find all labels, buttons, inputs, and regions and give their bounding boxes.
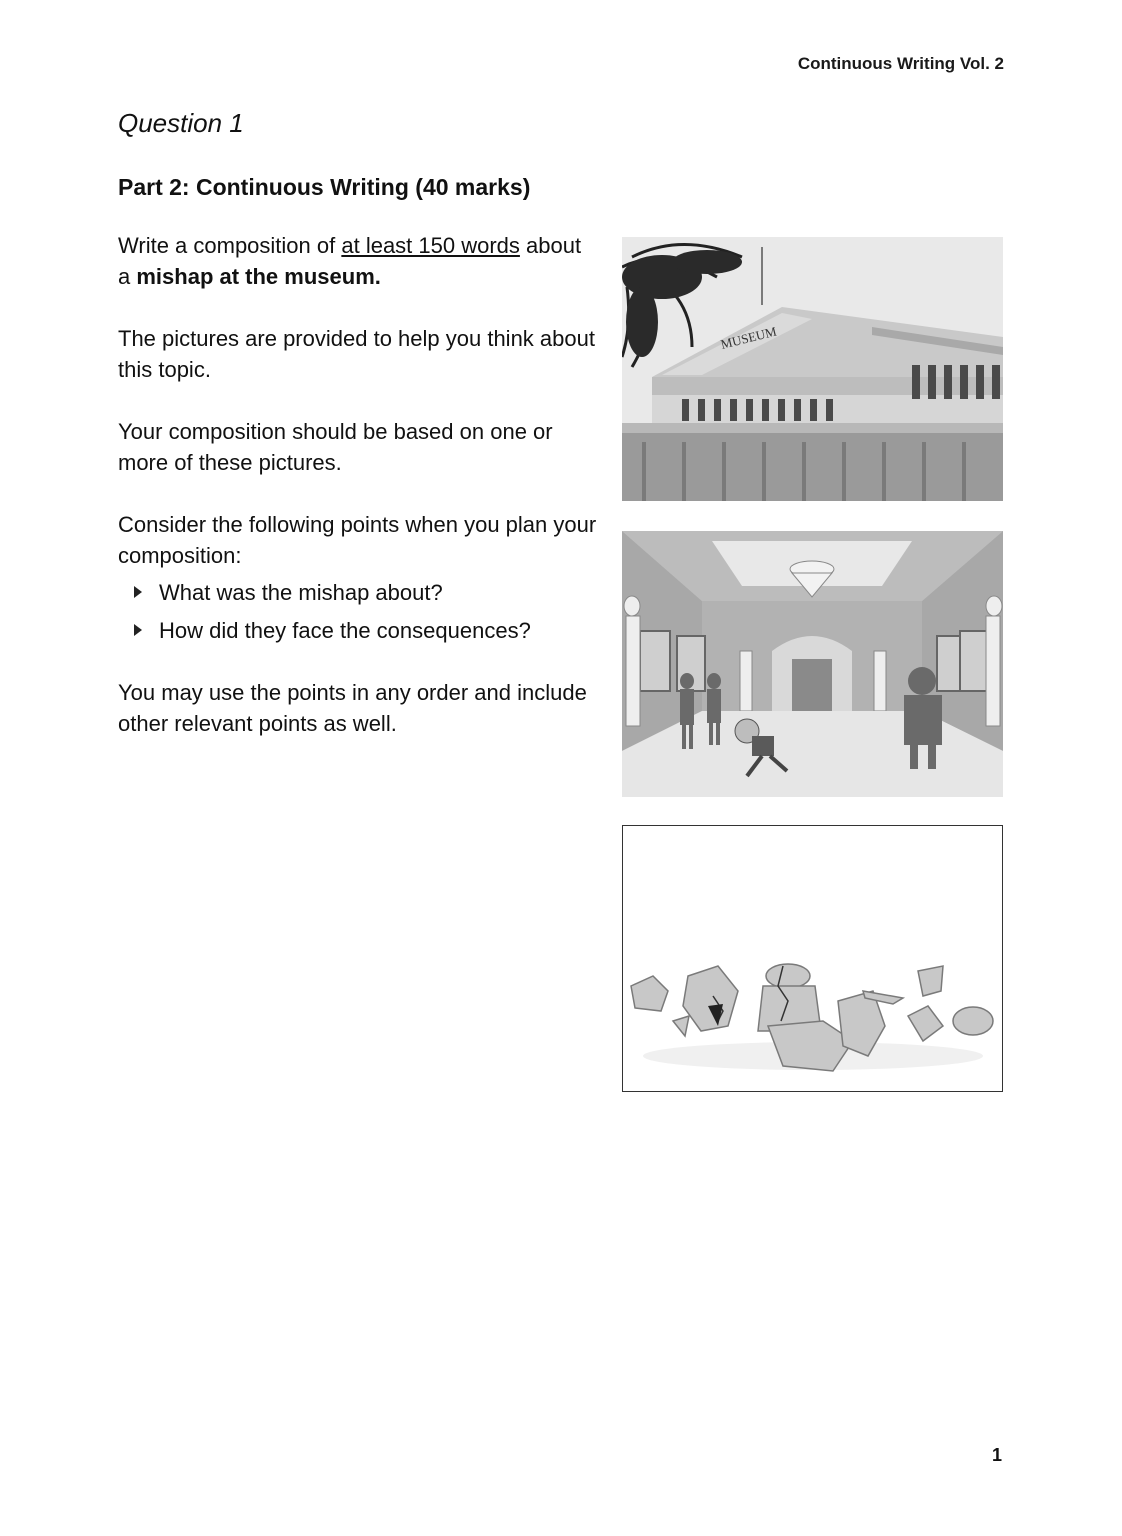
museum-hall-illustration xyxy=(622,531,1003,797)
word-count-requirement: at least 150 words xyxy=(341,233,520,258)
instruction-text: Write a composition of xyxy=(118,233,342,258)
page-number: 1 xyxy=(991,1445,1002,1465)
list-item xyxy=(118,615,598,646)
museum-hall-picture xyxy=(622,531,1003,797)
museum-building-illustration xyxy=(622,237,1003,501)
broken-vase-illustration xyxy=(623,826,1002,1091)
points-list xyxy=(118,577,598,646)
instruction-paragraph-5: You may use the points in any order and include other relevant points as well. xyxy=(118,680,587,736)
broken-vase-picture xyxy=(622,825,1003,1092)
museum-sign: MUSEUM xyxy=(719,323,779,352)
museum-building-picture xyxy=(622,237,1003,501)
instruction-paragraph-1 xyxy=(118,230,598,292)
instructions xyxy=(118,230,598,770)
instruction-paragraph-3: Your composition should be based on one or more of these pictures. xyxy=(118,419,553,475)
bullet-triangle-icon xyxy=(134,624,142,636)
point-text: What was the mishap about? xyxy=(159,580,443,605)
point-text: How did they face the consequences? xyxy=(159,618,531,643)
composition-topic: mishap at the museum. xyxy=(136,264,381,289)
list-item xyxy=(118,577,598,608)
instruction-paragraph-4: Consider the following points when you plan your composition: xyxy=(118,512,597,568)
part-title: Part 2: Continuous Writing (40 marks) xyxy=(118,174,531,200)
instruction-paragraph-2: The pictures are provided to help you think about this topic. xyxy=(118,326,595,382)
question-title: Question 1 xyxy=(118,108,244,138)
book-title: Continuous Writing Vol. 2 xyxy=(797,54,1004,73)
bullet-triangle-icon xyxy=(134,586,142,598)
instruction-text: about a xyxy=(118,233,582,289)
